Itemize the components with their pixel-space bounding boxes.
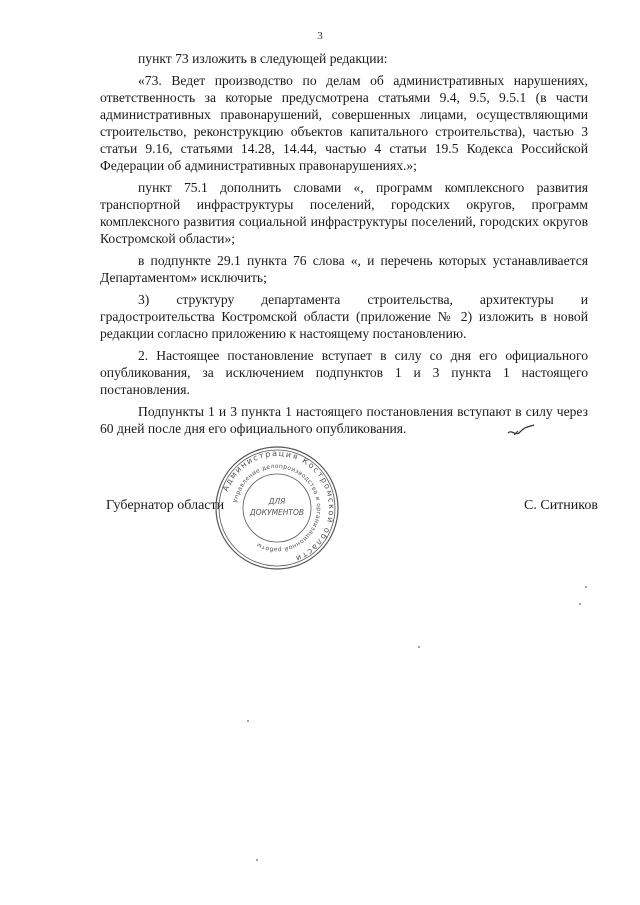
scan-speck <box>418 646 420 648</box>
signatory-title: Губернатор области <box>106 498 225 513</box>
signatory-name: С. Ситников <box>524 498 598 513</box>
paragraph: 2. Настоящее постановление вступает в силу со дня его официального опубликования, за исключением подпунктов 1 и 3 пункта 1 настоящего постановления. <box>100 348 588 397</box>
stamp-center-line2: ДОКУМЕНТОВ <box>249 508 305 517</box>
scan-speck <box>579 603 581 605</box>
paragraph: в подпункте 29.1 пункта 76 слова «, и перечень которых устанавливается Департаментом» исключить; <box>100 253 588 285</box>
paragraph: пункт 75.1 дополнить словами «, программ комплексного развития транспортной инфраструктуры поселений, городских округов, программ комплексного развития социальной инфраструктуры поселений, городских округов Костромской области»; <box>100 180 588 246</box>
stamp-inner-text: Управление делопроизводства и организационной работы <box>232 462 323 554</box>
stamp-outer-text: Администрация Костромской области <box>220 448 337 564</box>
paragraph: «73. Ведет производство по делам об административных нарушениях, ответственность за которые предусмотрена статьями 9.4, 9.5, 9.5.1 (в части административных правонарушений, совершенных лицами, осуществляющими строительство, реконструкцию объектов капитального строительства), частью 3 статьи 9.16, статьями 14.28, 14.44, частью 4 статьи 19.5 Кодекса Российской Федерации об административных правонарушениях.»; <box>100 73 588 173</box>
scan-speck <box>585 586 587 588</box>
stamp-center-line1: ДЛЯ <box>268 497 286 506</box>
paragraph: Подпункты 1 и 3 пункта 1 настоящего постановления вступают в силу через 60 дней после дня его официального опубликования. <box>100 404 588 436</box>
page-number: 3 <box>317 30 323 42</box>
scan-speck <box>247 720 249 722</box>
official-stamp <box>214 445 340 571</box>
scan-speck <box>256 859 258 861</box>
document-body <box>100 50 588 442</box>
paragraph: пункт 73 изложить в следующей редакции: <box>138 51 388 66</box>
paragraph: 3) структуру департамента строительства, архитектуры и градостроительства Костромской области (приложение № 2) изложить в новой редакции согласно приложению к настоящему постановлению. <box>100 292 588 341</box>
signature-scribble <box>506 419 536 443</box>
